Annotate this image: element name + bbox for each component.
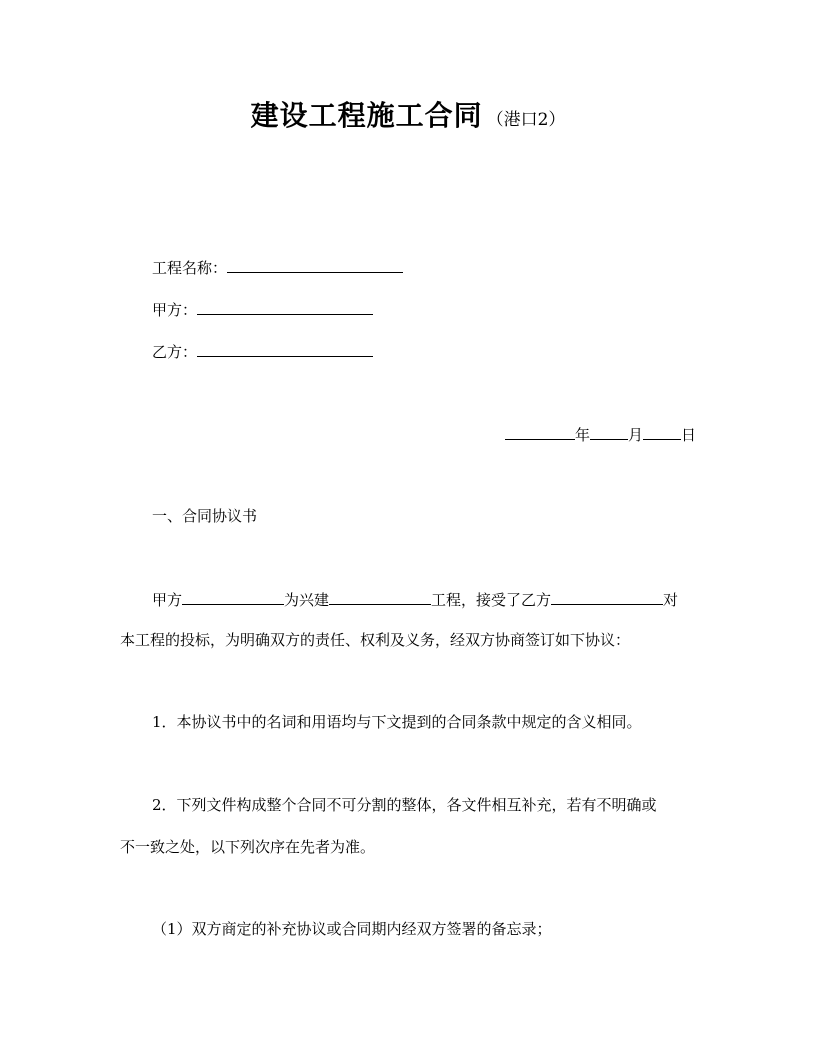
paragraph-line: 本工程的投标，为明确双方的责任、权利及义务，经双方协商签订如下协议： [120, 631, 631, 649]
text-span: 对 [663, 591, 679, 609]
field-label: 甲方： [152, 301, 198, 319]
field-party-a [152, 297, 373, 321]
blank-line [197, 339, 373, 357]
list-item: 2．下列文件构成整个合同不可分割的整体，各文件相互补充，若有不明确或 [152, 796, 657, 814]
date-year: 年 [574, 426, 590, 444]
paragraph-line [152, 587, 678, 611]
field-label: 工程名称： [152, 259, 228, 277]
date-line [505, 422, 696, 446]
text-span: 甲方 [152, 591, 183, 609]
blank-line [551, 587, 663, 605]
blank-line [182, 587, 284, 605]
blank-line [329, 587, 431, 605]
paragraph-line: 不一致之处，以下列次序在先者为准。 [120, 838, 376, 856]
date-month: 月 [627, 426, 643, 444]
blank-line [505, 422, 575, 440]
field-party-b [152, 339, 373, 363]
document-title [0, 96, 816, 140]
date-day: 日 [680, 426, 696, 444]
blank-line [643, 422, 681, 440]
section-heading: 一、合同协议书 [152, 507, 258, 525]
title-main: 建设工程施工合同 [250, 99, 483, 132]
text-span: 为兴建 [284, 591, 330, 609]
text-span: 工程，接受了乙方 [431, 591, 552, 609]
blank-line [197, 297, 373, 315]
field-label: 乙方： [152, 343, 198, 361]
field-project-name [152, 255, 403, 279]
list-item: 1．本协议书中的名词和用语均与下文提到的合同条款中规定的含义相同。 [152, 713, 642, 731]
blank-line [227, 255, 403, 273]
blank-line [590, 422, 628, 440]
sub-list-item: （1）双方商定的补充协议或合同期内经双方签署的备忘录； [152, 920, 552, 938]
title-sub: （港口2） [486, 110, 566, 130]
